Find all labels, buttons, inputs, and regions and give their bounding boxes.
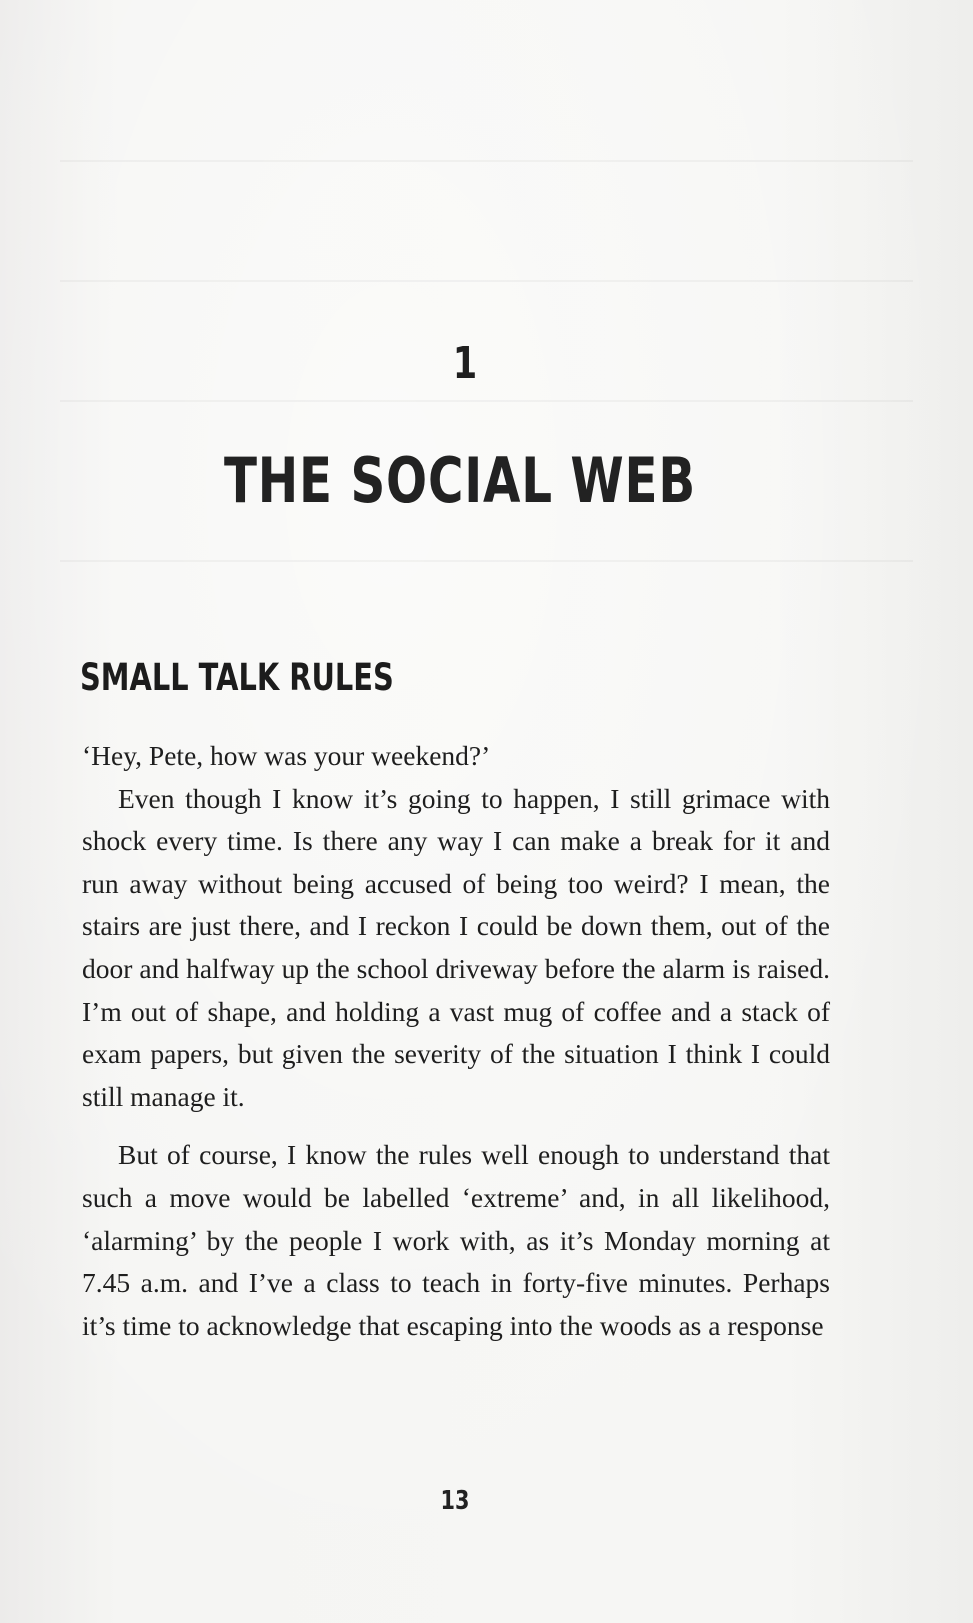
show-through-line xyxy=(60,400,913,402)
chapter-title: THE SOCIAL WEB xyxy=(224,444,696,517)
page-number: 13 xyxy=(440,1486,470,1516)
body-text xyxy=(82,735,830,1347)
section-heading: SMALL TALK RULES xyxy=(80,656,394,699)
paragraph: But of course, I know the rules well enough to understand that such a move would be labelled ‘extreme’ and, in all likelihood, ‘alarming’ by the people I work with, as it’s Monday morning at 7.45 a.m. and I’ve a class to teach in forty-five minutes. Perhaps it’s time to acknowledge that escaping into the woods as a response xyxy=(82,1139,830,1341)
paragraph: Even though I know it’s going to happen, I still grimace with shock every time. Is there any way I can make a break for it and run away without being accused of being too weird? I mean, the stairs are just there, and I reckon I could be down them, out of the door and halfway up the school driveway before the alarm is raised. I’m out of shape, and holding a vast mug of coffee and a stack of exam papers, but given the severity of the situation I think I could still manage it. xyxy=(82,782,830,1112)
paragraph: ‘Hey, Pete, how was your weekend?’ xyxy=(82,740,491,771)
show-through-line xyxy=(60,160,913,162)
chapter-number: 1 xyxy=(452,338,478,389)
show-through-line xyxy=(60,280,913,282)
show-through-line xyxy=(60,560,913,562)
